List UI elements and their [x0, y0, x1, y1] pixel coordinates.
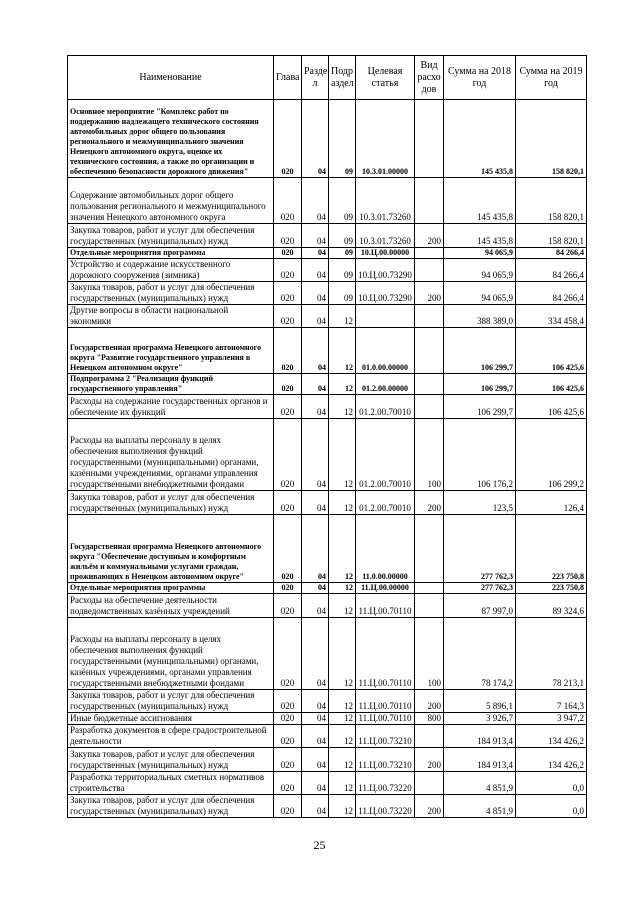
table-row — [68, 328, 587, 374]
row-podrazdel: 12 — [329, 690, 356, 713]
row-glava: 020 — [274, 259, 302, 282]
row-razdel: 04 — [302, 491, 329, 515]
row-target: 10.3.01.73260 — [356, 178, 415, 224]
row-razdel: 04 — [302, 100, 329, 178]
row-podrazdel: 09 — [329, 282, 356, 305]
row-glava: 020 — [274, 282, 302, 305]
row-glava: 020 — [274, 748, 302, 772]
row-sum-2019: 106 425,6 — [516, 374, 587, 395]
row-podrazdel: 12 — [329, 725, 356, 748]
row-sum-2018: 87 997,0 — [444, 594, 516, 618]
row-podrazdel: 12 — [329, 772, 356, 795]
row-sum-2019: 84 266,4 — [516, 248, 587, 259]
row-podrazdel: 12 — [329, 748, 356, 772]
row-sum-2018: 277 762,3 — [444, 515, 516, 583]
row-podrazdel: 09 — [329, 178, 356, 224]
table-row — [68, 282, 587, 305]
row-sum-2018: 388 389,0 — [444, 305, 516, 328]
header-vid: Вид расхо дов — [415, 56, 444, 100]
table-row — [68, 178, 587, 224]
table-row — [68, 259, 587, 282]
row-sum-2018: 3 926,7 — [444, 713, 516, 725]
row-razdel: 04 — [302, 374, 329, 395]
row-target: 01.2.00.70010 — [356, 419, 415, 491]
header-target: Целевая статья — [356, 56, 415, 100]
row-glava: 020 — [274, 305, 302, 328]
row-vid — [415, 100, 444, 178]
row-sum-2019: 223 750,8 — [516, 515, 587, 583]
row-target: 11.Ц.00.70110 — [356, 594, 415, 618]
table-body — [68, 100, 587, 818]
row-podrazdel: 12 — [329, 515, 356, 583]
row-sum-2019: 158 820,1 — [516, 178, 587, 224]
row-glava: 020 — [274, 618, 302, 690]
row-vid: 200 — [415, 748, 444, 772]
row-podrazdel: 12 — [329, 395, 356, 419]
row-sum-2018: 4 851,9 — [444, 795, 516, 818]
table-row — [68, 690, 587, 713]
row-sum-2019: 158 820,1 — [516, 224, 587, 248]
table-row — [68, 725, 587, 748]
header-sum-2018: Сумма на 2018 год — [444, 56, 516, 100]
header-name: Наименование — [68, 56, 274, 100]
budget-table — [67, 55, 587, 818]
row-vid — [415, 594, 444, 618]
row-name: Основное мероприятие "Комплекс работ по поддержанию надлежащего технического состояния автомобильных дорог общего пользования регионального и межмуниципального значения Ненецкого автономного округа, оценке их технического состояния, а также по организации и обеспечению безопасности дорожного движения" — [68, 100, 274, 178]
row-sum-2018: 184 913,4 — [444, 725, 516, 748]
row-razdel: 04 — [302, 419, 329, 491]
row-glava: 020 — [274, 491, 302, 515]
row-podrazdel: 12 — [329, 305, 356, 328]
table-row — [68, 795, 587, 818]
row-target: 10.Ц.00.73290 — [356, 282, 415, 305]
table-row — [68, 374, 587, 395]
row-razdel: 04 — [302, 395, 329, 419]
row-vid — [415, 259, 444, 282]
row-razdel: 04 — [302, 515, 329, 583]
row-podrazdel: 09 — [329, 259, 356, 282]
row-vid — [415, 395, 444, 419]
row-target: 11.Ц.00.73220 — [356, 772, 415, 795]
row-target: 11.Ц.00.73220 — [356, 795, 415, 818]
row-name: Закупка товаров, работ и услуг для обеспечения государственных (муниципальных) нужд — [68, 224, 274, 248]
row-vid: 200 — [415, 491, 444, 515]
table-row — [68, 419, 587, 491]
row-glava: 020 — [274, 725, 302, 748]
table-row — [68, 305, 587, 328]
row-name: Отдельные мероприятия программы — [68, 248, 274, 259]
row-name: Государственная программа Ненецкого автономного округа "Развитие государственного управления в Ненецком автономном округе" — [68, 328, 274, 374]
row-name: Расходы на выплаты персоналу в целях обеспечения выполнения функций государственными (муниципальными) органами, казёнными учреждениями, органами управления государственными внебюджетными фондами — [68, 419, 274, 491]
row-vid — [415, 583, 444, 594]
row-podrazdel: 09 — [329, 224, 356, 248]
row-name: Отдельные мероприятия программы — [68, 583, 274, 594]
row-name: Закупка товаров, работ и услуг для обеспечения государственных (муниципальных) нужд — [68, 690, 274, 713]
row-glava: 020 — [274, 583, 302, 594]
row-sum-2018: 106 176,2 — [444, 419, 516, 491]
table-row — [68, 100, 587, 178]
header-sum-2019: Сумма на 2019 год — [516, 56, 587, 100]
row-podrazdel: 12 — [329, 583, 356, 594]
row-glava: 020 — [274, 374, 302, 395]
row-target: 11.Ц.00.73210 — [356, 725, 415, 748]
row-razdel: 04 — [302, 725, 329, 748]
row-podrazdel: 09 — [329, 248, 356, 259]
row-razdel: 04 — [302, 583, 329, 594]
table-row — [68, 748, 587, 772]
table-row — [68, 515, 587, 583]
page-number: 25 — [313, 838, 326, 852]
row-razdel: 04 — [302, 282, 329, 305]
row-sum-2019: 84 266,4 — [516, 282, 587, 305]
row-name: Расходы на выплаты персоналу в целях обеспечения выполнения функций государственными (муниципальными) органами, казённых учреждениями, органами управления государственными внебюджетными фондами — [68, 618, 274, 690]
row-vid: 200 — [415, 224, 444, 248]
row-razdel: 04 — [302, 259, 329, 282]
row-sum-2019: 134 426,2 — [516, 725, 587, 748]
row-sum-2018: 4 851,9 — [444, 772, 516, 795]
row-glava: 020 — [274, 594, 302, 618]
row-sum-2019: 126,4 — [516, 491, 587, 515]
row-name: Расходы на обеспечение деятельности подведомственных казённых учреждений — [68, 594, 274, 618]
row-sum-2019: 7 164,3 — [516, 690, 587, 713]
table-header-row — [68, 56, 587, 100]
row-podrazdel: 12 — [329, 419, 356, 491]
row-name: Разработка документов в сфере градостроительной деятельности — [68, 725, 274, 748]
row-sum-2019: 3 947,2 — [516, 713, 587, 725]
table-row — [68, 583, 587, 594]
row-name: Устройство и содержание искусственного дорожного сооружения (зимника) — [68, 259, 274, 282]
row-name: Закупка товаров, работ и услуг для обеспечения государственных (муниципальных) нужд — [68, 282, 274, 305]
row-podrazdel: 12 — [329, 374, 356, 395]
row-sum-2018: 106 299,7 — [444, 328, 516, 374]
row-name: Закупка товаров, работ и услуг для обеспечения государственных (муниципальных) нужд — [68, 795, 274, 818]
row-podrazdel: 12 — [329, 713, 356, 725]
table-row — [68, 491, 587, 515]
row-target: 10.3.01.00000 — [356, 100, 415, 178]
row-vid: 800 — [415, 713, 444, 725]
table-row — [68, 248, 587, 259]
row-glava: 020 — [274, 328, 302, 374]
row-target: 11.Ц.00.70110 — [356, 713, 415, 725]
row-razdel: 04 — [302, 690, 329, 713]
row-vid: 200 — [415, 690, 444, 713]
row-target — [356, 305, 415, 328]
table-row — [68, 772, 587, 795]
row-target: 11.Ц.00.70110 — [356, 618, 415, 690]
row-razdel: 04 — [302, 305, 329, 328]
row-podrazdel: 12 — [329, 618, 356, 690]
row-target: 01.2.00.00000 — [356, 374, 415, 395]
row-sum-2019: 223 750,8 — [516, 583, 587, 594]
row-target: 11.0.00.00000 — [356, 515, 415, 583]
row-name: Государственная программа Ненецкого автономного округа "Обеспечение доступным и комфортным жильём и коммунальными услугами граждан, проживающих в Ненецком автономном округе" — [68, 515, 274, 583]
row-sum-2018: 5 896,1 — [444, 690, 516, 713]
row-podrazdel: 12 — [329, 491, 356, 515]
row-glava: 020 — [274, 690, 302, 713]
row-name: Разработка территориальных сметных нормативов строительства — [68, 772, 274, 795]
row-sum-2018: 123,5 — [444, 491, 516, 515]
row-razdel: 04 — [302, 713, 329, 725]
row-razdel: 04 — [302, 748, 329, 772]
row-name: Другие вопросы в области национальной экономики — [68, 305, 274, 328]
row-glava: 020 — [274, 772, 302, 795]
row-sum-2018: 145 435,8 — [444, 178, 516, 224]
row-name: Содержание автомобильных дорог общего пользования регионального и межмуниципального значения Ненецкого автономного округа — [68, 178, 274, 224]
row-vid — [415, 772, 444, 795]
row-sum-2019: 84 266,4 — [516, 259, 587, 282]
row-razdel: 04 — [302, 594, 329, 618]
row-vid — [415, 328, 444, 374]
row-target: 01.2.00.70010 — [356, 395, 415, 419]
row-sum-2019: 334 458,4 — [516, 305, 587, 328]
row-sum-2018: 94 065,9 — [444, 259, 516, 282]
row-sum-2019: 106 425,6 — [516, 328, 587, 374]
row-name: Иные бюджетные ассигнования — [68, 713, 274, 725]
row-sum-2019: 89 324,6 — [516, 594, 587, 618]
row-podrazdel: 12 — [329, 328, 356, 374]
header-glava: Глава — [274, 56, 302, 100]
row-glava: 020 — [274, 419, 302, 491]
row-target: 10.Ц.00.73290 — [356, 259, 415, 282]
table-row — [68, 395, 587, 419]
row-name: Расходы на содержание государственных органов и обеспечение их функций — [68, 395, 274, 419]
row-target: 10.3.01.73260 — [356, 224, 415, 248]
table-row — [68, 713, 587, 725]
row-sum-2018: 106 299,7 — [444, 395, 516, 419]
row-sum-2019: 0,0 — [516, 772, 587, 795]
row-glava: 020 — [274, 713, 302, 725]
row-vid: 100 — [415, 618, 444, 690]
row-sum-2018: 78 174,2 — [444, 618, 516, 690]
row-glava: 020 — [274, 795, 302, 818]
row-podrazdel: 12 — [329, 594, 356, 618]
row-glava: 020 — [274, 395, 302, 419]
row-vid: 200 — [415, 282, 444, 305]
row-sum-2019: 106 299,2 — [516, 419, 587, 491]
row-sum-2018: 184 913,4 — [444, 748, 516, 772]
row-razdel: 04 — [302, 795, 329, 818]
table-row — [68, 618, 587, 690]
row-razdel: 04 — [302, 618, 329, 690]
row-razdel: 04 — [302, 178, 329, 224]
row-vid — [415, 515, 444, 583]
row-sum-2018: 94 065,9 — [444, 282, 516, 305]
row-sum-2019: 158 820,1 — [516, 100, 587, 178]
row-podrazdel: 12 — [329, 795, 356, 818]
row-name: Закупка товаров, работ и услуг для обеспечения государственных (муниципальных) нужд — [68, 748, 274, 772]
row-glava: 020 — [274, 515, 302, 583]
row-glava: 020 — [274, 178, 302, 224]
row-target: 11.Ц.00.00000 — [356, 583, 415, 594]
row-name: Подпрограмма 2 "Реализация функций государственного управления" — [68, 374, 274, 395]
row-glava: 020 — [274, 224, 302, 248]
row-target: 01.0.00.00000 — [356, 328, 415, 374]
row-vid: 200 — [415, 795, 444, 818]
row-razdel: 04 — [302, 328, 329, 374]
row-razdel: 04 — [302, 772, 329, 795]
row-vid — [415, 248, 444, 259]
row-vid — [415, 178, 444, 224]
row-glava: 020 — [274, 100, 302, 178]
row-sum-2018: 145 435,8 — [444, 100, 516, 178]
row-razdel: 04 — [302, 248, 329, 259]
row-sum-2018: 277 762,3 — [444, 583, 516, 594]
row-sum-2019: 78 213,1 — [516, 618, 587, 690]
row-vid — [415, 305, 444, 328]
row-target: 01.2.00.70010 — [356, 491, 415, 515]
row-glava: 020 — [274, 248, 302, 259]
row-sum-2019: 0,0 — [516, 795, 587, 818]
table-row — [68, 224, 587, 248]
row-target: 11.Ц.00.73210 — [356, 748, 415, 772]
row-vid — [415, 374, 444, 395]
row-sum-2018: 94 065,9 — [444, 248, 516, 259]
table-row — [68, 594, 587, 618]
row-sum-2019: 106 425,6 — [516, 395, 587, 419]
row-vid: 100 — [415, 419, 444, 491]
row-vid — [415, 725, 444, 748]
row-razdel: 04 — [302, 224, 329, 248]
row-sum-2018: 106 299,7 — [444, 374, 516, 395]
row-name: Закупка товаров, работ и услуг для обеспечения государственных (муниципальных) нужд — [68, 491, 274, 515]
row-podrazdel: 09 — [329, 100, 356, 178]
row-sum-2018: 145 435,8 — [444, 224, 516, 248]
row-target: 10.Ц.00.00000 — [356, 248, 415, 259]
row-target: 11.Ц.00.70110 — [356, 690, 415, 713]
header-podrazdel: Подр аздел — [329, 56, 356, 100]
row-sum-2019: 134 426,2 — [516, 748, 587, 772]
header-razdel: Разде л — [302, 56, 329, 100]
